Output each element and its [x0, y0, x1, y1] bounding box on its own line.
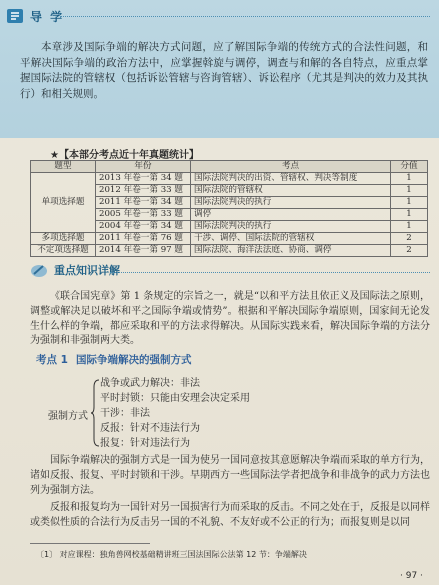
guide-divider: [60, 16, 430, 17]
year-cell: 2012 年卷一第 33 题: [96, 185, 191, 197]
guide-title: 导 学: [30, 9, 65, 24]
type-cell: 不定项选择题: [31, 245, 96, 257]
type-cell: 多项选择题: [31, 233, 96, 245]
list-item: 报复：针对违法行为: [100, 438, 190, 449]
list-item: 反报：针对不违法行为: [100, 423, 200, 434]
year-cell: 2011 年卷一第 76 题: [96, 233, 191, 245]
key-divider: [110, 272, 430, 273]
point-cell: 调停: [191, 209, 391, 221]
point-cell: 国际法院、海洋法法庭、协商、调停: [191, 245, 391, 257]
intro-paragraph: 《联合国宪章》第 1 条规定的宗旨之一，就是“以和平方法且依正义及国际法之原则，调整或解决足以破坏和平之国际争端或情势”。根据和平解决国际争端原则，国家间无论发生什么样的争端，都应采取和平的方法求得解决。从国际实践来看，解决国际争端的方法分为强制和非强制两大类。: [30, 291, 430, 347]
brace-icon: [90, 379, 100, 447]
point-title: 国际争端解决的强制方式: [75, 354, 192, 366]
score-cell: 2: [391, 233, 428, 245]
paragraph-2: 国际争端解决的强制方式是一国为使另一国同意按其意愿解决争端而采取的单方行为，诸如反报、报复、平时封锁和干涉。早期西方一些国际法学者把战争和非战争的武力方法也列为强制方法。: [30, 455, 430, 496]
guide-text: 本章涉及国际争端的解决方式问题，应了解国际争端的传统方式的合法性问题，和平解决国际争端的政治方法中，应掌握斡旋与调停，调查与和解的各自特点，应重点掌握国际法院的管辖权（包括诉讼管辖与咨询管辖）、诉讼程序（尤其是判决的效力及其执行）和相关规则。: [20, 41, 428, 100]
footnote: 〔1〕 对应课程：独角兽网校基础精讲班三国法国际公法第 12 节：争端解决: [36, 550, 307, 559]
table-row: [31, 173, 428, 185]
footnote-divider: [30, 543, 150, 544]
score-cell: 1: [391, 185, 428, 197]
type-cell: 单项选择题: [31, 173, 96, 233]
stats-title: ★【本部分考点近十年真题统计】: [50, 150, 199, 161]
table-header-row: [31, 161, 428, 173]
header-score: 分值: [391, 161, 428, 173]
paragraph-3: 反报和报复均为一国针对另一国损害行为而采取的反击。不同之处在于，反报是以同样或类似性质的合法行为反击另一国的不礼貌、不友好或不公正的行为；而报复则是以同: [30, 502, 430, 528]
key-title: 重点知识详解: [54, 264, 120, 277]
point-heading: [36, 352, 199, 367]
score-cell: 2: [391, 245, 428, 257]
guide-icon: [6, 7, 24, 25]
list-item: 战争或武力解决：非法: [100, 378, 200, 389]
point-cell: 国际法院判决的出资、管辖权、判决等制度: [191, 173, 391, 185]
page-number: · 97 ·: [400, 571, 423, 581]
year-cell: 2013 年卷一第 34 题: [96, 173, 191, 185]
score-cell: 1: [391, 197, 428, 209]
key-header: [30, 262, 120, 278]
score-cell: 1: [391, 173, 428, 185]
list-item: 干涉：非法: [100, 408, 150, 419]
year-cell: 2004 年卷一第 34 题: [96, 221, 191, 233]
table-row: [31, 233, 428, 245]
force-label: 强制方式: [48, 411, 88, 422]
point-cell: 国际法院判决的执行: [191, 197, 391, 209]
score-cell: 1: [391, 209, 428, 221]
score-cell: 1: [391, 221, 428, 233]
year-cell: 2005 年卷一第 33 题: [96, 209, 191, 221]
year-cell: 2014 年卷一第 97 题: [96, 245, 191, 257]
pen-icon: [30, 262, 48, 278]
point-number: 考点 1: [36, 354, 68, 366]
list-item: 平时封锁：只能由安理会决定采用: [100, 393, 250, 404]
force-list: [100, 376, 250, 451]
header-year: 年份: [96, 161, 191, 173]
exam-stats-table: [30, 160, 428, 257]
header-point: 考点: [191, 161, 391, 173]
table-row: [31, 245, 428, 257]
year-cell: 2011 年卷一第 34 题: [96, 197, 191, 209]
point-cell: 国际法院判决的执行: [191, 221, 391, 233]
guide-section: [0, 0, 439, 138]
header-type: 题型: [31, 161, 96, 173]
point-cell: 干涉、调停、国际法院的管辖权: [191, 233, 391, 245]
guide-header: [6, 6, 64, 26]
point-cell: 国际法院的管辖权: [191, 185, 391, 197]
